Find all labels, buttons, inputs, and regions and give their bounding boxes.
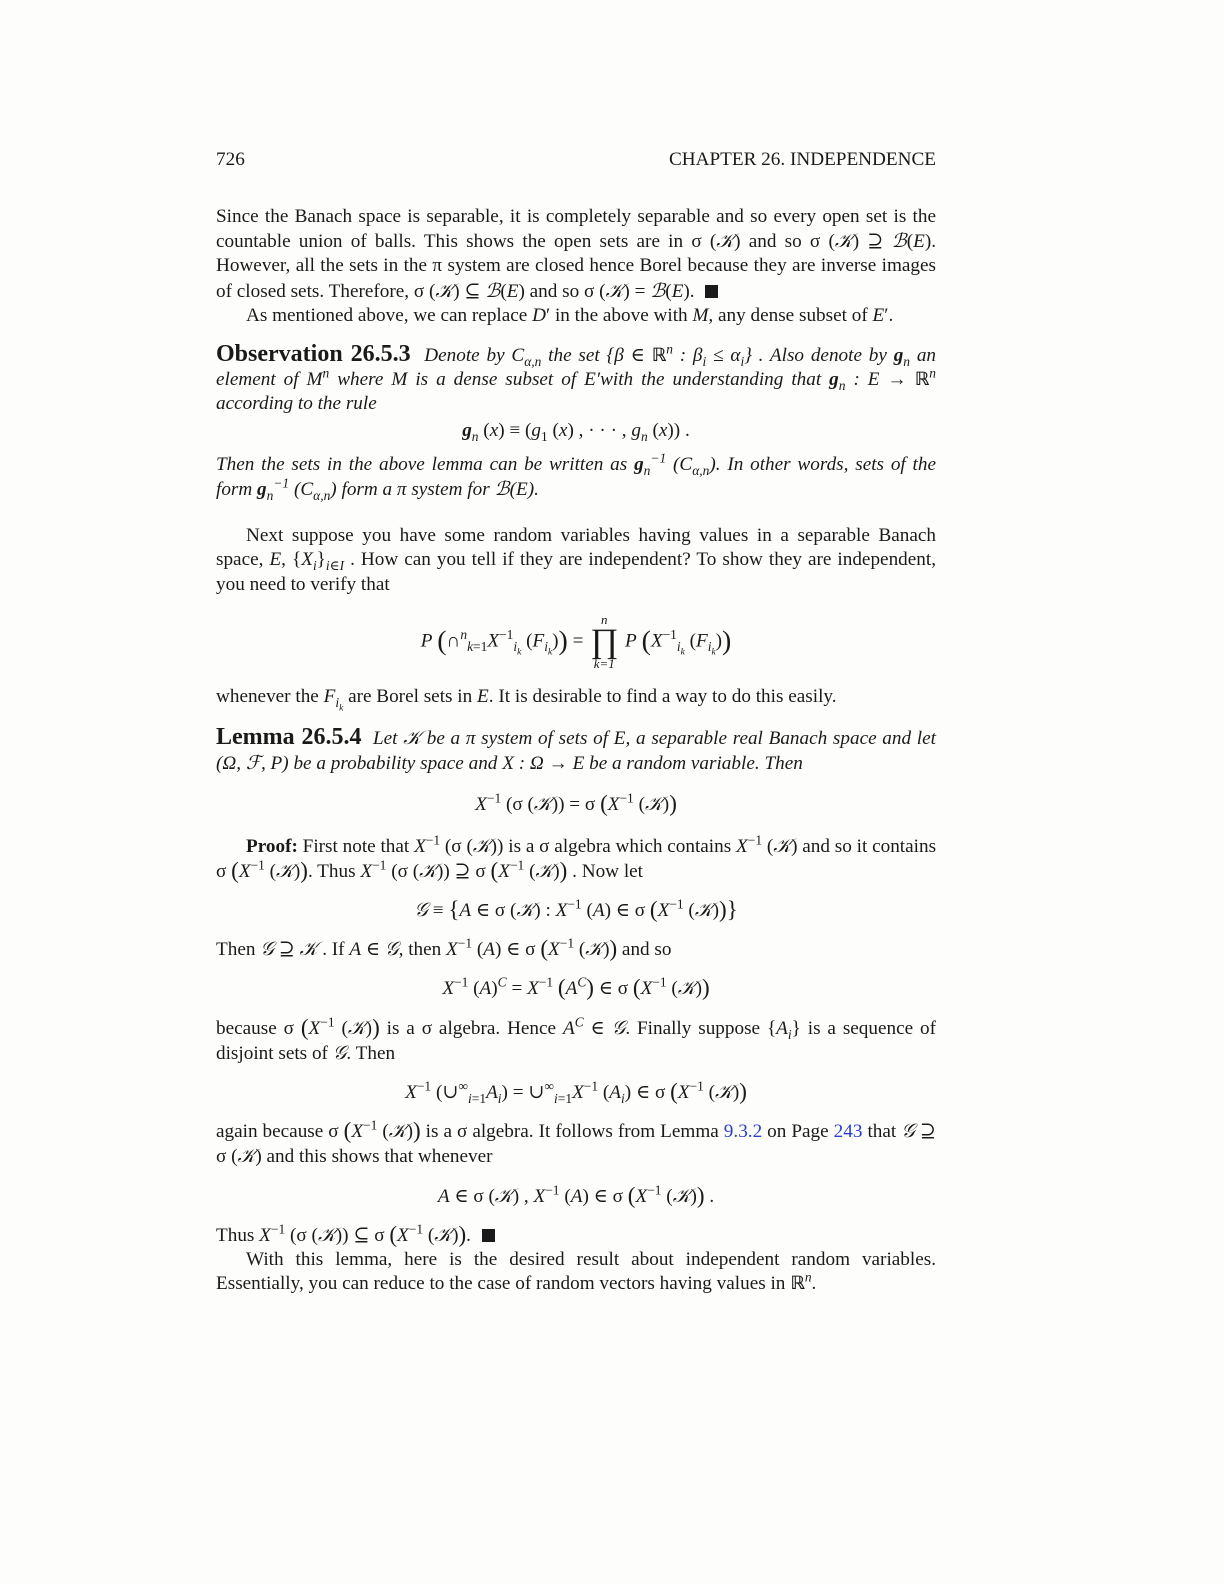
equation-lemma: $X^{-1}$ (σ (𝒦)) = σ ($X^{-1}$ (𝒦)) [475, 790, 677, 817]
qed-square [482, 1229, 495, 1242]
paragraph-final: With this lemma, here is the desired result about independent random variables. Essentially, you can reduce to the case of random vectors having values in ℝ$^n$. [216, 1249, 936, 1295]
paragraph-G-contains: Then 𝒢 ⊇ 𝒦 . If A ∈ 𝒢, then $X^{-1}$ (A) ∈ σ ($X^{-1}$ (𝒦)) and so [216, 935, 672, 962]
product-symbol: n ∏ k=1 [590, 611, 619, 671]
page-header [216, 148, 936, 172]
equation-complement: $X^{-1}$ $(A)^C = X^{-1}$ $(A^C)$ ∈ σ ($X^{-1}$ (𝒦)) [442, 974, 710, 1001]
paragraph-random-variables: Next suppose you have some random variables having values in a separable Banach space, E, $\{X_i\}_{i\in I}$ . How can you tell if they are independent? To show they are independent, you need to verify that [216, 525, 936, 595]
page-reference-link[interactable]: 243 [833, 1121, 863, 1143]
paragraph-thus: Thus $X^{-1}$ (σ (𝒦)) ⊆ σ ($X^{-1}$ (𝒦)). [216, 1223, 936, 1248]
paragraph-sigma-algebra: because σ ($X^{-1}$ (𝒦)) is a σ algebra. Hence $A^C$ ∈ 𝒢. Finally suppose $\{A_i\}$ is a sequence of disjoint sets of 𝒢. Then [216, 1013, 936, 1064]
proof-paragraph: Proof: First note that $X^{-1}$ (σ (𝒦)) is a σ algebra which contains $X^{-1}$ (𝒦) and so it contains σ ($X^{-1}$ (𝒦)). Thus $X^{-1}$ (σ (𝒦)) ⊇ σ ($X^{-1}$ (𝒦)) . Now let [216, 832, 937, 883]
paragraph-again-because: again because σ ($X^{-1}$ (𝒦)) is a σ algebra. It follows from Lemma 9.3.2 on Page 243 that 𝒢 ⊇ σ (𝒦) and this shows that whenever [216, 1117, 936, 1168]
observation-continuation: Then the sets in the above lemma can be written as $g_n^{-1}$ $(C_{\alpha,n})$. In other words, sets of the form $g_n^{-1}$ $(C_{\alpha,n})$ form a π system for ℬ(E). [216, 450, 936, 503]
proof-label: Proof: [246, 835, 298, 857]
equation-countable-union: $X^{-1}$ $(\cup^\infty_{i=1}A_i)$ = $\cup^\infty_{i=1}X^{-1}$ $(A_i)$ ∈ σ ($X^{-1}$ (𝒦)) [405, 1078, 747, 1106]
paragraph-borel-sets: whenever the $F_{i_k}$ are Borel sets in E. It is desirable to find a way to do this easily. [216, 685, 837, 714]
equation-whenever: A ∈ σ (𝒦) , $X^{-1}$ (A) ∈ σ ($X^{-1}$ (𝒦)) . [437, 1181, 715, 1208]
equation-g-definition: $g_n$ $(x) \equiv (g_1$ (x) , · · · , $g_n$ (x)) . [462, 419, 690, 444]
paragraph-separability: Since the Banach space is separable, it is completely separable and so every open set is the countable union of balls. This shows the open sets are in σ (𝒦) and so σ (𝒦) ⊇ ℬ(E). However, all the sets in the π system are closed hence Borel because they are inverse images of closed sets. Therefore, σ (𝒦) ⊆ ℬ(E) and so σ (𝒦) = ℬ(E). [216, 206, 937, 302]
document-page [216, 148, 936, 1297]
chapter-title: CHAPTER 26. INDEPENDENCE [668, 149, 936, 170]
paragraph-replace: As mentioned above, we can replace D′ in the above with M, any dense subset of E′. [246, 304, 894, 326]
observation-heading: Observation 26.5.3 [216, 341, 411, 368]
equation-independence: P ($\cap^n_{k=1}X^{-1}_{i_k}$ $(F_{i_k})$) = n ∏ k=1 P ($X^{-1}_{i_k}$ $(F_{i_k})$) [420, 611, 732, 671]
page-number: 726 [216, 149, 245, 170]
lemma-heading: Lemma 26.5.4 [216, 724, 362, 751]
qed-square [705, 285, 718, 298]
observation-block: Observation 26.5.3 Denote by $C_{\alpha,n}$ the set {β ∈ ℝ$^n$ : $\beta_i \le \alpha_i$} . Also denote by $g_n$ an element of $M^n$ where M is a dense subset of E′with the understanding that $g_n$ : E → ℝ$^n$ according to the rule [216, 341, 937, 415]
lemma-reference-link[interactable]: 9.3.2 [723, 1121, 763, 1143]
equation-G-definition: 𝒢 ≡ {A ∈ σ (𝒦) : $X^{-1}$ (A) ∈ σ ($X^{-1}$ (𝒦))} [414, 896, 738, 923]
lemma-block: Lemma 26.5.4 Let 𝒦 be a π system of sets of E, a separable real Banach space and let (Ω, ℱ, P) be a probability space and X : Ω → E be a random variable. Then [216, 724, 936, 775]
